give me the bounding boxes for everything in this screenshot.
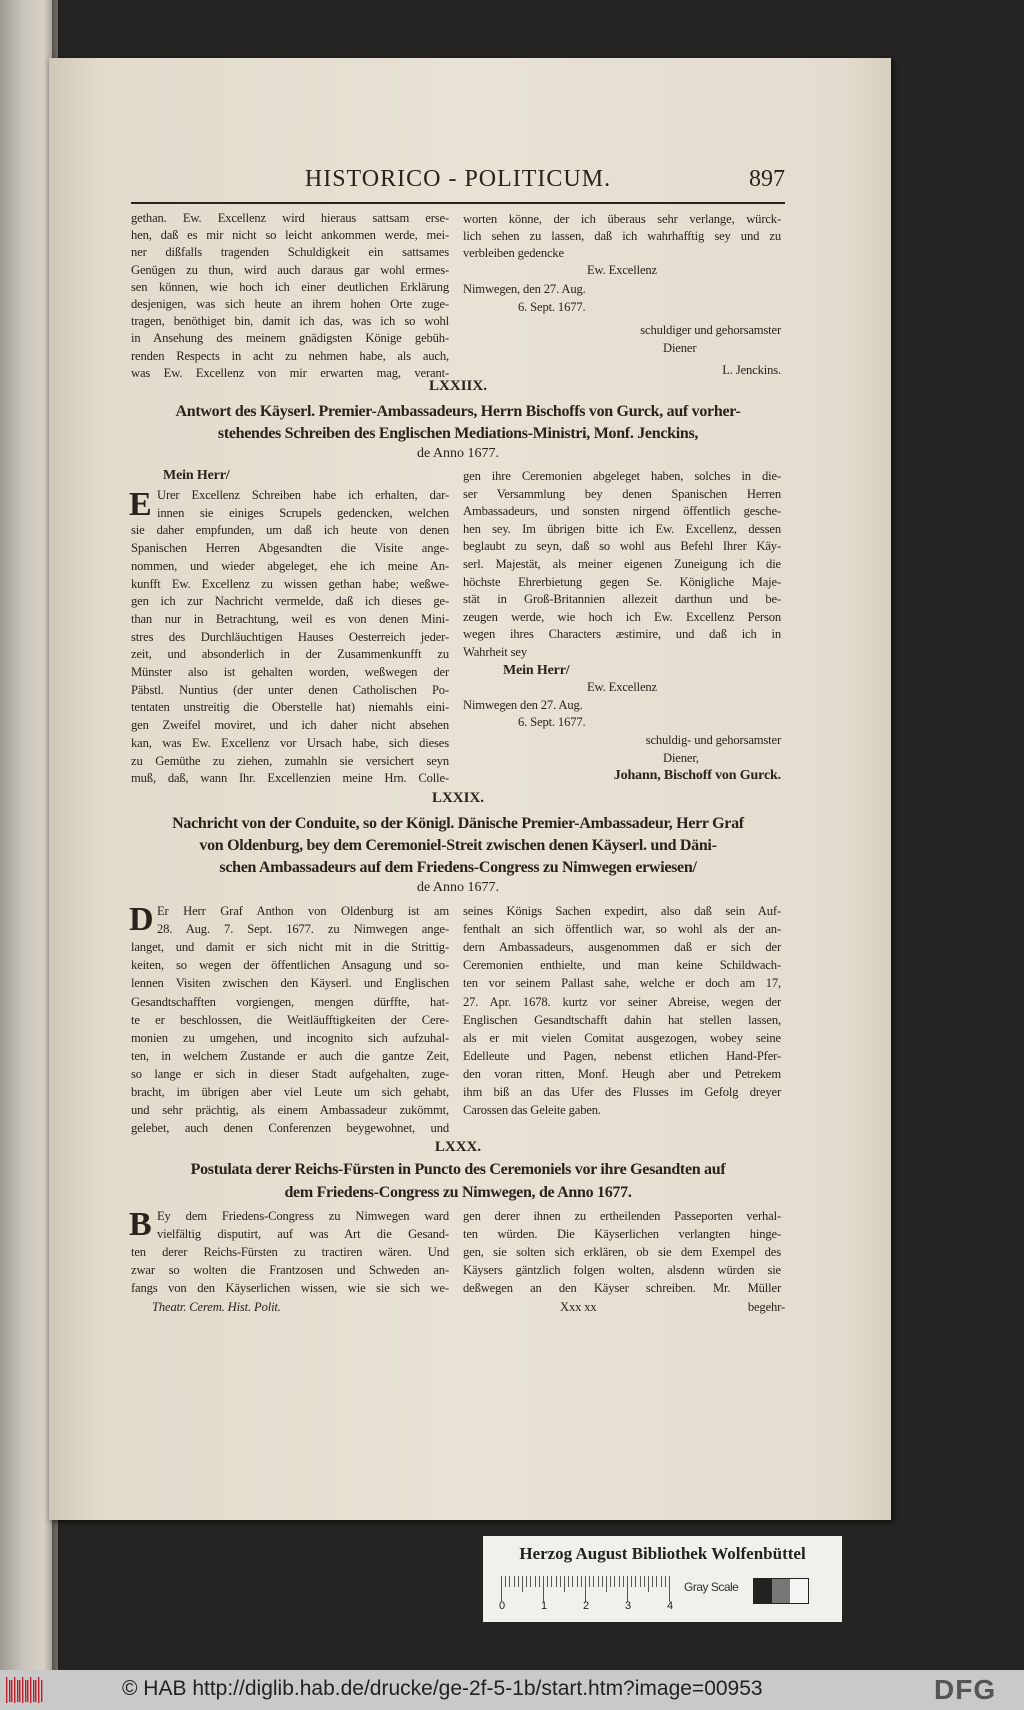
ruler-tick — [530, 1576, 531, 1587]
s3-left-line: gelebet, auch denen Conferenzen beygewohnet, und — [131, 1121, 449, 1136]
s2-left-line: Urer Excellenz Schreiben habe ich erhalten, dar- — [157, 488, 449, 502]
s2-left-line: kan, was Ew. Excellenz vor Ursach habe, sich dieses — [131, 735, 449, 750]
ruler-tick — [598, 1576, 599, 1587]
s2-left-line: kunfft Ew. Excellenz zu wissen gethan habe; weßwe- — [131, 576, 449, 591]
s2-right-line: zeugen werde, wie hoch ich Ew. Excellenz Person — [463, 609, 781, 624]
ruler-tick — [572, 1576, 573, 1587]
s3-right-line: den voran ritten, Monf. Heugh aber und Petrekem — [463, 1066, 781, 1081]
section-title-line: schen Ambassadeurs auf dem Friedens-Congress zu Nimwegen erwiesen/ — [219, 859, 697, 876]
ruler-tick — [656, 1576, 657, 1587]
s4-left-line: ten derer Reichs-Fürsten zu tractiren wären. Und — [131, 1245, 449, 1259]
s3-right-line: 27. Apr. 1678. kurtz vor seiner Abreise, wegen der — [463, 994, 781, 1009]
catchword: begehr- — [747, 1300, 785, 1314]
barcode-bar — [6, 1677, 7, 1703]
barcode-bar — [17, 1680, 18, 1702]
ruler-tick — [644, 1576, 645, 1587]
ruler-tick — [614, 1576, 615, 1587]
s4-right-line: gen, sie solten sich erklären, ob sie dem Exempel des — [463, 1245, 781, 1259]
barcode-bar — [25, 1680, 26, 1702]
s3-right-line: seines Königs Sachen expedirt, also daß sein Auf- — [463, 904, 781, 918]
ruler-tick — [635, 1576, 636, 1587]
barcode-bar — [35, 1680, 36, 1702]
s2-left-line: muß, daß, wann Ihr. Excellenzien meine Hrn. Colle- — [131, 771, 449, 786]
s2-left-line: gen Zweifel moviret, und ich daher nicht absehen — [131, 718, 449, 733]
barcode-bar — [38, 1677, 39, 1703]
s3-left-line: Gesandtschafften vorgiengen, mengen dürffte, hat- — [131, 994, 449, 1009]
ruler-tick — [505, 1576, 506, 1587]
s2-left-line: innen sie einiges Scrupels gedencken, welchen — [157, 505, 449, 520]
hab-barcode-icon — [4, 1676, 44, 1704]
s3-right-line: dern Ambassadeurs, ausgenommen daß er sich der — [463, 940, 781, 955]
section-number-lxxix: LXXIX. — [431, 790, 485, 806]
s2-right-line: stät in Groß-Britannien allezeit darthun und be- — [463, 592, 781, 607]
ruler-tick — [665, 1576, 666, 1587]
s2-right-line: Ew. Excellenz — [587, 680, 657, 695]
barcode-bar — [22, 1677, 23, 1703]
drop-cap: E — [129, 486, 152, 523]
ruler-number: 1 — [541, 1600, 548, 1612]
s2-right-line: beglaubt zu seyn, daß so wohl aus Befehl Ihrer Käy- — [463, 539, 781, 554]
s3-left-line: langet, und damit er sich nicht mit in die Strittig- — [131, 940, 449, 955]
s2-right-line: höchste Ehrerbietung gegen Se. Königliche Maje- — [463, 574, 781, 589]
section-title-line: Antwort des Käyserl. Premier-Ambassadeurs, Herrn Bischoffs von Gurck, auf vorher- — [175, 403, 741, 420]
s2-right-line: gen ihre Ceremonien abgeleget haben, solches in die- — [463, 469, 781, 483]
s1-right-line: 6. Sept. 1677. — [518, 299, 586, 314]
ruler-tick — [501, 1576, 502, 1602]
s3-right-line: fenthalt an sich öffentlich war, so wohl als der an- — [463, 922, 781, 937]
s2-left-line: zu Gemüthe zu ziehen, zumahln sie versichert seyn — [131, 753, 449, 768]
s3-right-line: ihm biß an das Ufer des Flusses im Gefolg dreyer — [463, 1085, 781, 1099]
ruler-tick — [606, 1576, 607, 1592]
s3-left-line: lennen Visiten zwischen den Käyserl. und Englischen — [131, 976, 449, 991]
s1-right-line: lich sehen zu lassen, daß ich wahrhafftig sey und zu — [463, 228, 781, 243]
s1-left-line: gethan. Ew. Excellenz wird hieraus sattsam erse- — [131, 211, 449, 225]
s3-right-line: Edelleute und Pagen, nebenst etlichen Hand-Pfer- — [463, 1048, 781, 1063]
s4-right-line: ten würden. Die Käyserlichen verlangten hinge- — [463, 1227, 781, 1241]
section-number-lxxx: LXXX. — [434, 1139, 482, 1155]
ruler-tick — [610, 1576, 611, 1587]
s3-right-line: Englischen Gesandtschafft dahin hat stellen lassen, — [463, 1012, 781, 1027]
section-title-line: Postulata derer Reichs-Fürsten in Puncto des Ceremoniels vor ihre Gesandten auf — [190, 1161, 726, 1178]
ruler-tick — [627, 1576, 628, 1602]
barcode-bar — [11, 1680, 12, 1702]
s1-left-line: sen können, wie hoch ich einer deutlichen Erklärung — [131, 279, 449, 294]
dfg-logo: DFG — [934, 1674, 997, 1705]
ruler-tick — [551, 1576, 552, 1587]
viewer-footer — [0, 1670, 1024, 1710]
section-anno: de Anno 1677. — [416, 880, 500, 895]
s2-left-line: Päbstl. Nuntius (der unter denen Catholischen Po- — [131, 682, 449, 697]
s3-left-line: 28. Aug. 7. Sept. 1677. zu Nimwegen ange- — [157, 922, 449, 937]
s2-right-line: wegen ihres Characters æstimire, und daß ich in — [463, 627, 781, 642]
s2-right-line: serl. Majestät, als meiner eigenen Zuneigung ich die — [463, 557, 781, 571]
ruler-number: 3 — [625, 1600, 632, 1612]
s4-left-line: fangs von den Käyserlichen wissen, wie sie sich we- — [131, 1281, 449, 1295]
s2-right-line: Wahrheit sey — [463, 645, 527, 659]
ruler-tick — [526, 1576, 527, 1587]
ruler-tick — [652, 1576, 653, 1587]
ruler-tick — [593, 1576, 594, 1587]
s1-right-line: Diener — [663, 340, 697, 355]
barcode-bar — [27, 1680, 28, 1702]
s3-left-line: te er beschlossen, die Weitläufftigkeiten der Cere- — [131, 1012, 449, 1027]
s2-right-line: Diener, — [663, 750, 699, 765]
barcode-bar — [14, 1677, 15, 1703]
s3-left-line: bracht, im übrigen aber viel Leute um sich gehabt, — [131, 1085, 449, 1099]
ruler-tick — [568, 1576, 569, 1587]
library-label-card — [483, 1536, 842, 1622]
ruler-tick — [539, 1576, 540, 1587]
s1-left-line: ner dißfalls tragenden Schuldigkeit ein sattsames — [131, 245, 449, 260]
s1-left-line: renden Respects in acht zu nehmen habe, als auch, — [131, 348, 449, 363]
ruler-tick — [661, 1576, 662, 1587]
s3-right-line: Carossen das Geleite gaben. — [463, 1103, 601, 1118]
library-name: Herzog August Bibliothek Wolfenbüttel — [519, 1544, 806, 1563]
s3-left-line: keiten, so wegen der öffentlichen Ansagung und so- — [131, 958, 449, 973]
s4-right-line: gen derer ihnen zu ertheilenden Passeporten verhal- — [463, 1209, 781, 1223]
ruler-number: 0 — [499, 1600, 506, 1612]
s3-left-line: Er Herr Graf Anthon von Oldenburg ist am — [157, 904, 449, 918]
s2-left-line: sie daher empfunden, um daß ich heute von denen — [131, 523, 449, 538]
s2-left-line: Spanischen Herren Abgesandten die Visite ange- — [131, 541, 449, 556]
drop-cap: B — [129, 1206, 152, 1243]
ruler-tick — [543, 1576, 544, 1602]
s1-right-line: verbleiben gedencke — [463, 245, 564, 260]
s2-right-line: ser Versammlung bey denen Spanischen Herren — [463, 486, 781, 501]
drop-cap: D — [129, 901, 154, 938]
ruler-tick — [547, 1576, 548, 1587]
gray-swatch — [772, 1579, 790, 1603]
s2-right-line: 6. Sept. 1677. — [518, 715, 586, 730]
s3-left-line: und sehr prächtig, als einem Ambassadeur zukömmt, — [131, 1103, 449, 1118]
s2-left-line: tentaten unstreitig die Oberstelle hat) niemahls eini- — [131, 700, 449, 715]
ruler-tick — [581, 1576, 582, 1587]
barcode-bar — [19, 1680, 20, 1702]
ruler-tick — [535, 1576, 536, 1587]
ruler-number: 2 — [583, 1600, 590, 1612]
ruler-tick — [619, 1576, 620, 1587]
s3-right-line: Ceremonien enthielte, und man keine Schildwach- — [463, 958, 781, 973]
ruler-tick — [522, 1576, 523, 1592]
s2-left-line: gen ich zur Nachricht vermelde, daß ich dieses ge- — [131, 594, 449, 609]
ruler-tick — [560, 1576, 561, 1587]
s2-left-line: zeit, und absonderlich in der Zusammenkunfft zu — [131, 647, 449, 662]
gray-scale-label: Gray Scale — [684, 1580, 739, 1594]
source-url[interactable]: © HAB http://diglib.hab.de/drucke/ge-2f-5-1b/start.htm?image=00953 — [122, 1677, 763, 1700]
source-note: Theatr. Cerem. Hist. Polit. — [152, 1300, 281, 1314]
barcode-bar — [9, 1680, 10, 1702]
ruler-tick — [518, 1576, 519, 1587]
salutation: Mein Herr/ — [163, 468, 230, 483]
ruler-tick — [514, 1576, 515, 1587]
gray-swatch — [790, 1579, 808, 1603]
section-title-line: von Oldenburg, bey dem Ceremoniel-Streit zwischen denen Käyserl. und Däni- — [199, 837, 717, 854]
barcode-bar — [33, 1680, 34, 1702]
s3-left-line: ten, in welchem Zustande er auch die gantze Zeit, — [131, 1048, 449, 1063]
s1-right-line: Ew. Excellenz — [587, 262, 657, 277]
ruler-tick — [631, 1576, 632, 1587]
s2-right-line: Nimwegen den 27. Aug. — [463, 697, 583, 712]
section-anno: de Anno 1677. — [416, 446, 500, 461]
ruler-tick — [602, 1576, 603, 1587]
ruler-tick — [585, 1576, 586, 1602]
s3-left-line: monien zu umgehen, und incognito sich aufzuhal- — [131, 1030, 449, 1045]
header-rule — [131, 202, 785, 204]
s1-left-line: desjenigen, was sich heute an ihrem hohen Orte zuge- — [131, 297, 449, 311]
ruler-tick — [564, 1576, 565, 1592]
s3-left-line: so lange er sich in dieser Stadt aufgehalten, zuge- — [131, 1066, 449, 1081]
s4-left-line: zwar so wolten die Frantzosen und Schweden an- — [131, 1263, 449, 1277]
section-title-line: Nachricht von der Conduite, so der Königl. Dänische Premier-Ambassadeur, Herr Graf — [172, 815, 744, 832]
ruler-tick — [577, 1576, 578, 1587]
s2-right-line: Ambassadeurs, und sonsten nirgend öffentlich gesche- — [463, 504, 781, 519]
s4-right-line: deßwegen an den Käyser schreiben. Mr. Müller — [463, 1281, 781, 1295]
s1-left-line: hen, daß es mir nicht so leicht ankommen werde, mei- — [131, 228, 449, 243]
s2-left-line: stres des Durchläuchtigen Hauses Oesterreich jeder- — [131, 629, 449, 644]
signature-mark: Xxx xx — [560, 1300, 597, 1314]
ruler-scale — [501, 1576, 671, 1602]
s4-right-line: Käysers gäntzlich folgen wolten, alsdenn würden sie — [463, 1263, 781, 1277]
s1-right-line: Nimwegen, den 27. Aug. — [463, 281, 586, 296]
s2-right-line: hen sey. Im übrigen bitte ich Ew. Excellenz, dessen — [463, 521, 781, 536]
ruler-tick — [640, 1576, 641, 1587]
s3-right-line: als er mit vielen Comitat ausgezogen, wobey seine — [463, 1030, 781, 1045]
ruler-tick — [669, 1576, 670, 1602]
s2-right-line: Mein Herr/ — [503, 662, 570, 678]
s1-right-line: schuldiger und gehorsamster — [640, 322, 781, 337]
s1-left-line: was Ew. Excellenz von mir erwarten mag, verant- — [131, 365, 449, 380]
s1-left-line: Genügen zu thun, wird auch daraus gar wohl ermes- — [131, 262, 449, 277]
gray-scale-swatch — [753, 1578, 809, 1604]
s1-right-line: worten könne, der ich überaus sehr verlange, würck- — [463, 211, 781, 226]
s2-right-line: schuldig- und gehorsamster — [645, 733, 781, 747]
s1-right-line: L. Jenckins. — [722, 362, 781, 377]
s2-right-line: Johann, Bischoff von Gurck. — [613, 768, 781, 784]
ruler-number: 4 — [667, 1600, 674, 1612]
barcode-bar — [30, 1677, 31, 1703]
s1-left-line: tragen, benöthiget bin, damit ich das, was ich so wohl — [131, 314, 449, 329]
page-number: 897 — [749, 166, 785, 192]
section-title-line: dem Friedens-Congress zu Nimwegen, de Anno 1677. — [284, 1184, 632, 1201]
s2-left-line: than nur in Betrachtung, weil es von denen Mini- — [131, 611, 449, 626]
running-head: HISTORICO - POLITICUM. — [304, 166, 612, 192]
ruler-tick — [648, 1576, 649, 1592]
ruler-tick — [556, 1576, 557, 1587]
ruler-tick — [623, 1576, 624, 1587]
gray-swatch — [754, 1579, 772, 1603]
s2-left-line: Münster also ist gehalten worden, weßwegen der — [131, 665, 449, 679]
s1-left-line: in Ansehung des meinem gnädigsten Könige gebüh- — [131, 331, 449, 346]
barcode-bar — [41, 1680, 42, 1702]
section-number-lxxiix: LXXIIX. — [429, 378, 487, 394]
s4-left-line: vielfältig disputirt, auf was Art die Gesand- — [157, 1227, 449, 1241]
ruler-tick — [509, 1576, 510, 1587]
section-title-line: stehendes Schreiben des Englischen Mediations-Ministri, Monf. Jenckins, — [217, 425, 699, 442]
ruler-tick — [589, 1576, 590, 1587]
s3-right-line: ten vor seinem Pallast sahe, welche er doch am 17, — [463, 976, 781, 991]
s2-left-line: nommen, und wieder abgeleget, ehe ich meine An- — [131, 558, 449, 573]
s4-left-line: Ey dem Friedens-Congress zu Nimwegen ward — [157, 1209, 449, 1223]
